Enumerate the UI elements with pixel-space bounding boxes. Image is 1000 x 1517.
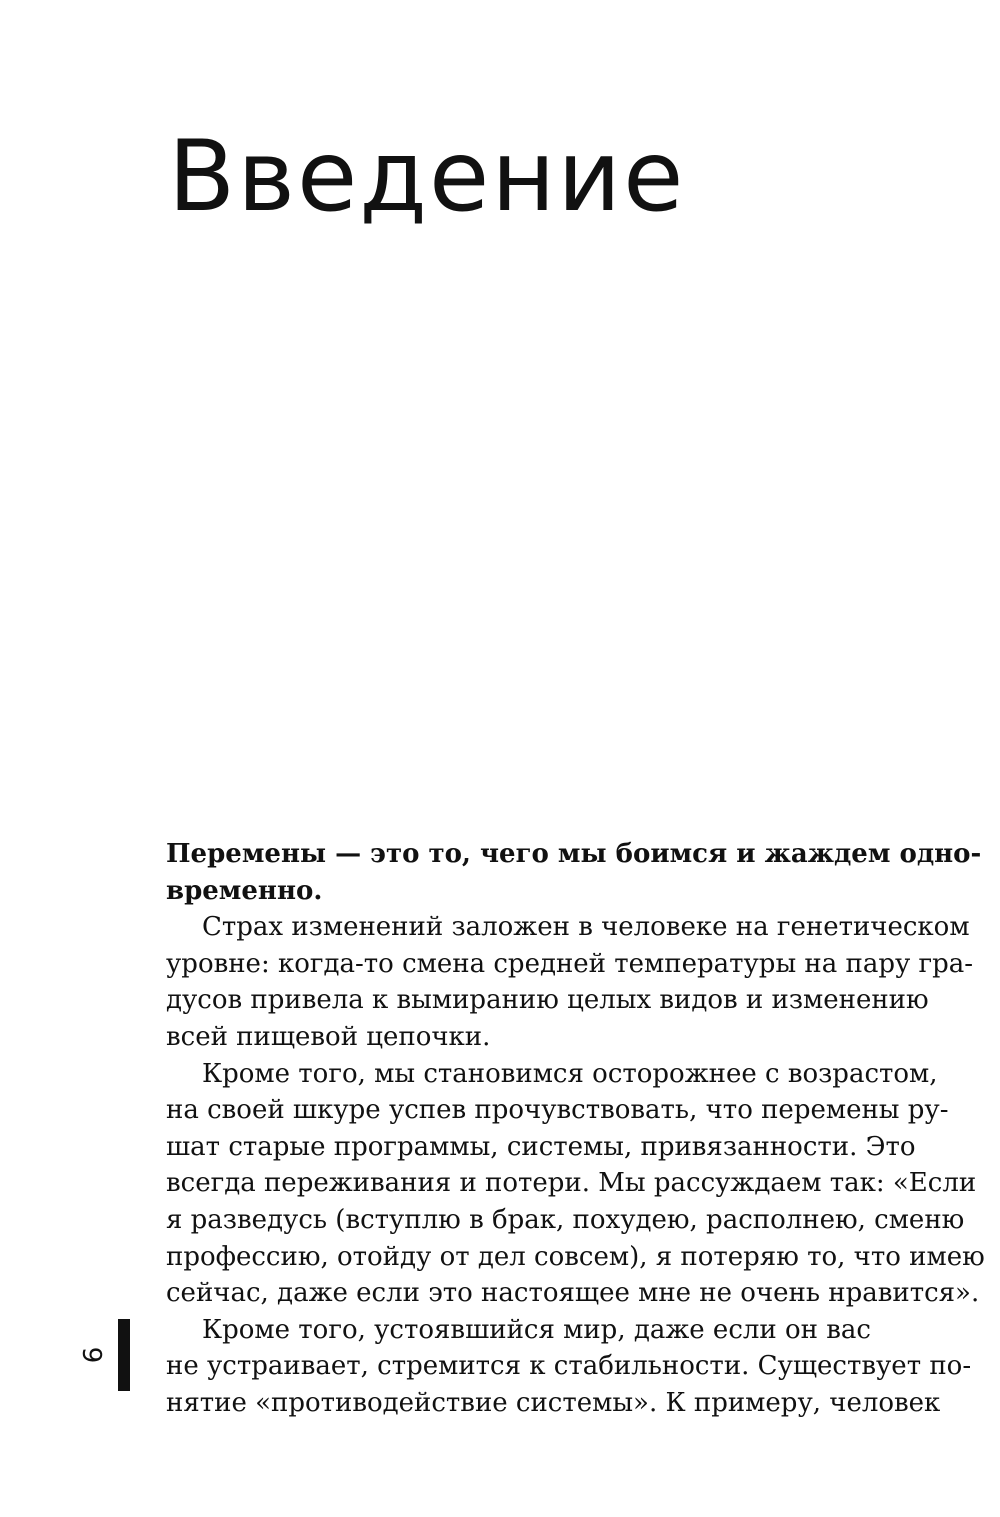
paragraph-line: я разведусь (вступлю в брак, похудею, располнею, сменю — [166, 1204, 965, 1235]
page-number: 6 — [79, 1346, 109, 1364]
paragraph-line: шат старые программы, системы, привязанности. Это — [166, 1131, 916, 1162]
paragraph-line: Кроме того, мы становимся осторожнее с возрастом, — [202, 1058, 938, 1089]
lead-line: временно. — [166, 875, 323, 906]
body-text — [166, 836, 985, 1422]
page-marker-rule — [118, 1319, 130, 1391]
paragraph-line: всегда переживания и потери. Мы рассуждаем так: «Если — [166, 1168, 977, 1199]
paragraph-line: сейчас, даже если это настоящее мне не очень нравится». — [166, 1278, 980, 1309]
paragraph-line: уровне: когда-то смена средней температуры на пару гра- — [166, 948, 974, 979]
paragraph-line: Кроме того, устоявшийся мир, даже если он вас — [202, 1314, 871, 1345]
paragraph-line: на своей шкуре успев прочувствовать, что перемены ру- — [166, 1095, 949, 1126]
paragraph-line: не устраивает, стремится к стабильности. Существует по- — [166, 1351, 972, 1382]
paragraph-line: всей пищевой цепочки. — [166, 1021, 491, 1052]
paragraph-line: Страх изменений заложен в человеке на генетическом — [202, 912, 970, 943]
lead-line: Перемены — это то, чего мы боимся и жаждем одно- — [166, 839, 982, 869]
paragraph-line: профессию, отойду от дел совсем), я потеряю то, что имею — [166, 1241, 985, 1272]
chapter-title: Введение — [168, 120, 686, 234]
paragraph-line: нятие «противодействие системы». К примеру, человек — [166, 1387, 941, 1418]
paragraph-line: дусов привела к вымиранию целых видов и изменению — [166, 985, 929, 1016]
